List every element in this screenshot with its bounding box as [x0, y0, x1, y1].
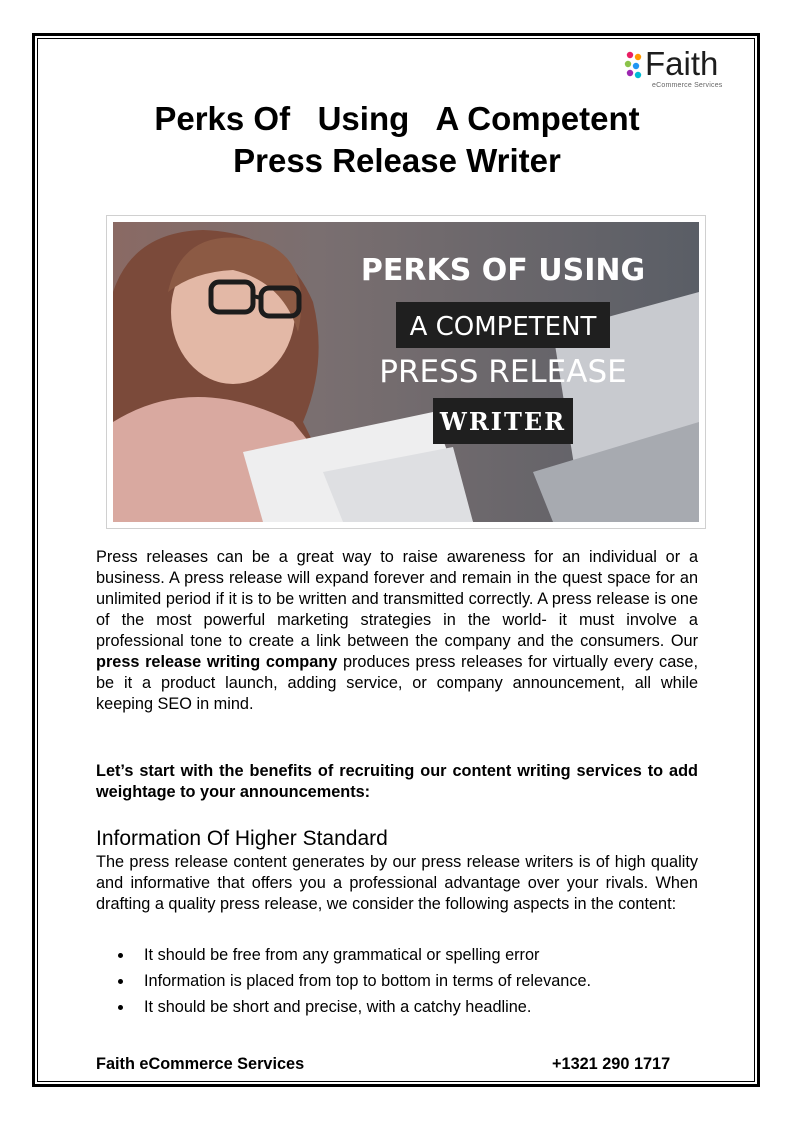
- list-item: [96, 968, 698, 994]
- hero-illustration: [113, 222, 699, 522]
- section-paragraph: The press release content generates by our press release writers is of high quality and informative that offers you a professional advantage over your rivals. When drafting a quality press release, we consider the following aspects in the content:: [96, 853, 698, 913]
- hero-text-line-3: PRESS RELEASE: [379, 354, 627, 390]
- logo-wordmark: Faith: [645, 45, 719, 82]
- list-item: [96, 942, 698, 968]
- hero-text-line-4: WRITER: [439, 407, 567, 436]
- bullet-icon: [118, 1005, 123, 1010]
- page-title: [60, 98, 734, 182]
- intro-paragraph: [96, 547, 698, 715]
- aspects-list: [96, 942, 698, 1020]
- benefits-lead-paragraph: Let’s start with the benefits of recruiting our content writing services to add weightage to your announcements:: [96, 762, 698, 801]
- list-item-text: It should be short and precise, with a catchy headline.: [144, 998, 532, 1016]
- intro-text-start: Press releases can be a great way to raise awareness for an individual or a business. A press release will expand forever and remain in the quest space for an unlimited period if it is to be written and transmitted correctly. A press release is one of the most powerful marketing strategies in the world- it must involve a professional tone to create a link between the company and the consumers. Our: [96, 548, 698, 650]
- hero-text-line-1: PERKS OF USING: [360, 253, 646, 288]
- footer-company: Faith eCommerce Services: [96, 1055, 305, 1073]
- hero-text-line-2: A COMPETENT: [409, 312, 597, 342]
- footer-phone[interactable]: +1321 290 1717: [552, 1055, 671, 1073]
- list-item-text: Information is placed from top to bottom in terms of relevance.: [144, 972, 592, 990]
- logo-subtitle: eCommerce Services: [652, 82, 723, 89]
- press-release-company-link[interactable]: press release writing company: [96, 653, 338, 671]
- bullet-icon: [118, 953, 123, 958]
- logo-dots-icon: [624, 50, 646, 90]
- intro-text-end: produces press releases for virtually every case, be it a product launch, adding service, or company announcement, all while keeping SEO in mind.: [96, 653, 698, 713]
- section-heading: Information Of Higher Standard: [96, 827, 388, 850]
- list-item-text: It should be free from any grammatical or spelling error: [144, 946, 540, 964]
- faith-logo: [624, 46, 736, 94]
- page-title-line-1: Perks Of Using A Competent: [154, 100, 640, 137]
- bullet-icon: [118, 979, 123, 984]
- hero-image: [106, 215, 706, 529]
- page-title-line-2: Press Release Writer: [233, 142, 561, 179]
- list-item: [96, 994, 698, 1020]
